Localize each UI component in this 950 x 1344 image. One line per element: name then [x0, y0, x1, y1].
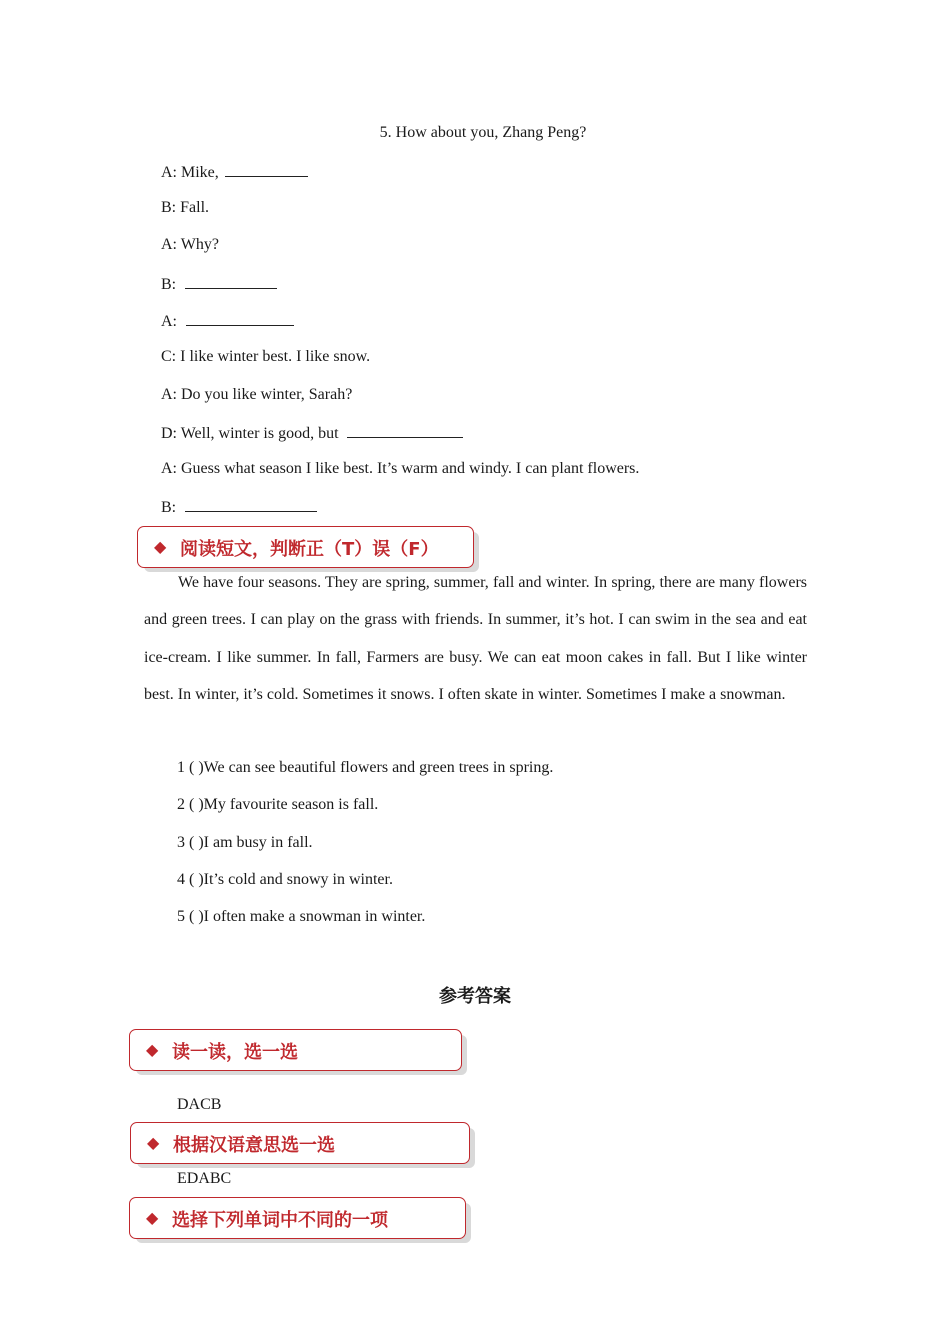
- dialogue-line: C: I like winter best. I like snow.: [161, 348, 371, 365]
- diamond-bullet-icon: ◆: [154, 537, 167, 556]
- dialogue-line: A: Guess what season I like best. It’s warm and windy. I can plant flowers.: [161, 460, 640, 477]
- dialogue-line: A: Mike,: [161, 162, 308, 182]
- question-item: 2 ( )My favourite season is fall.: [177, 796, 379, 813]
- dialogue-line: B:: [161, 274, 277, 294]
- question-item: 5 ( )I often make a snowman in winter.: [177, 908, 426, 925]
- dialogue-title: 5. How about you, Zhang Peng?: [379, 124, 587, 141]
- dialogue-line: A:: [161, 311, 294, 331]
- section-banner-reading: ◆ 阅读短文，判断正（T）误（F）: [137, 526, 474, 568]
- section-banner-answer-3: ◆ 选择下列单词中不同的一项: [129, 1197, 466, 1239]
- reading-passage: We have four seasons. They are spring, summer, fall and winter. In spring, there are many flowers and green trees. I can play on the grass with friends. In summer, it’s hot. I can swim in the sea and eat ice-cream. I like summer. In fall, Farmers are busy. We can eat moon cakes in fall. But I like winter best. In winter, it’s cold. Sometimes it snows. I often skate in winter. Sometimes I make a snowman.: [144, 574, 807, 703]
- dialogue-line: B:: [161, 497, 317, 517]
- question-item: 3 ( )I am busy in fall.: [177, 834, 313, 851]
- dialogue-line: D: Well, winter is good, but: [161, 423, 463, 443]
- question-item: 1 ( )We can see beautiful flowers and green trees in spring.: [177, 759, 554, 776]
- dialogue-line: A: Do you like winter, Sarah?: [161, 386, 353, 403]
- answer-key: EDABC: [177, 1170, 232, 1187]
- diamond-bullet-icon: ◆: [147, 1133, 160, 1152]
- section-banner-answer-1: ◆ 读一读，选一选: [129, 1029, 462, 1071]
- answer-blank[interactable]: [185, 497, 317, 512]
- answer-key: DACB: [177, 1096, 222, 1113]
- dialogue-line: B: Fall.: [161, 199, 210, 216]
- question-item: 4 ( )It’s cold and snowy in winter.: [177, 871, 393, 888]
- diamond-bullet-icon: ◆: [146, 1208, 159, 1227]
- section-banner-answer-2: ◆ 根据汉语意思选一选: [130, 1122, 470, 1164]
- answer-blank[interactable]: [185, 274, 277, 289]
- answer-blank[interactable]: [186, 311, 294, 326]
- dialogue-line: A: Why?: [161, 236, 219, 253]
- answer-blank[interactable]: [347, 423, 463, 438]
- answer-blank[interactable]: [225, 162, 308, 177]
- diamond-bullet-icon: ◆: [146, 1040, 159, 1059]
- answers-heading: 参考答案: [439, 986, 511, 1007]
